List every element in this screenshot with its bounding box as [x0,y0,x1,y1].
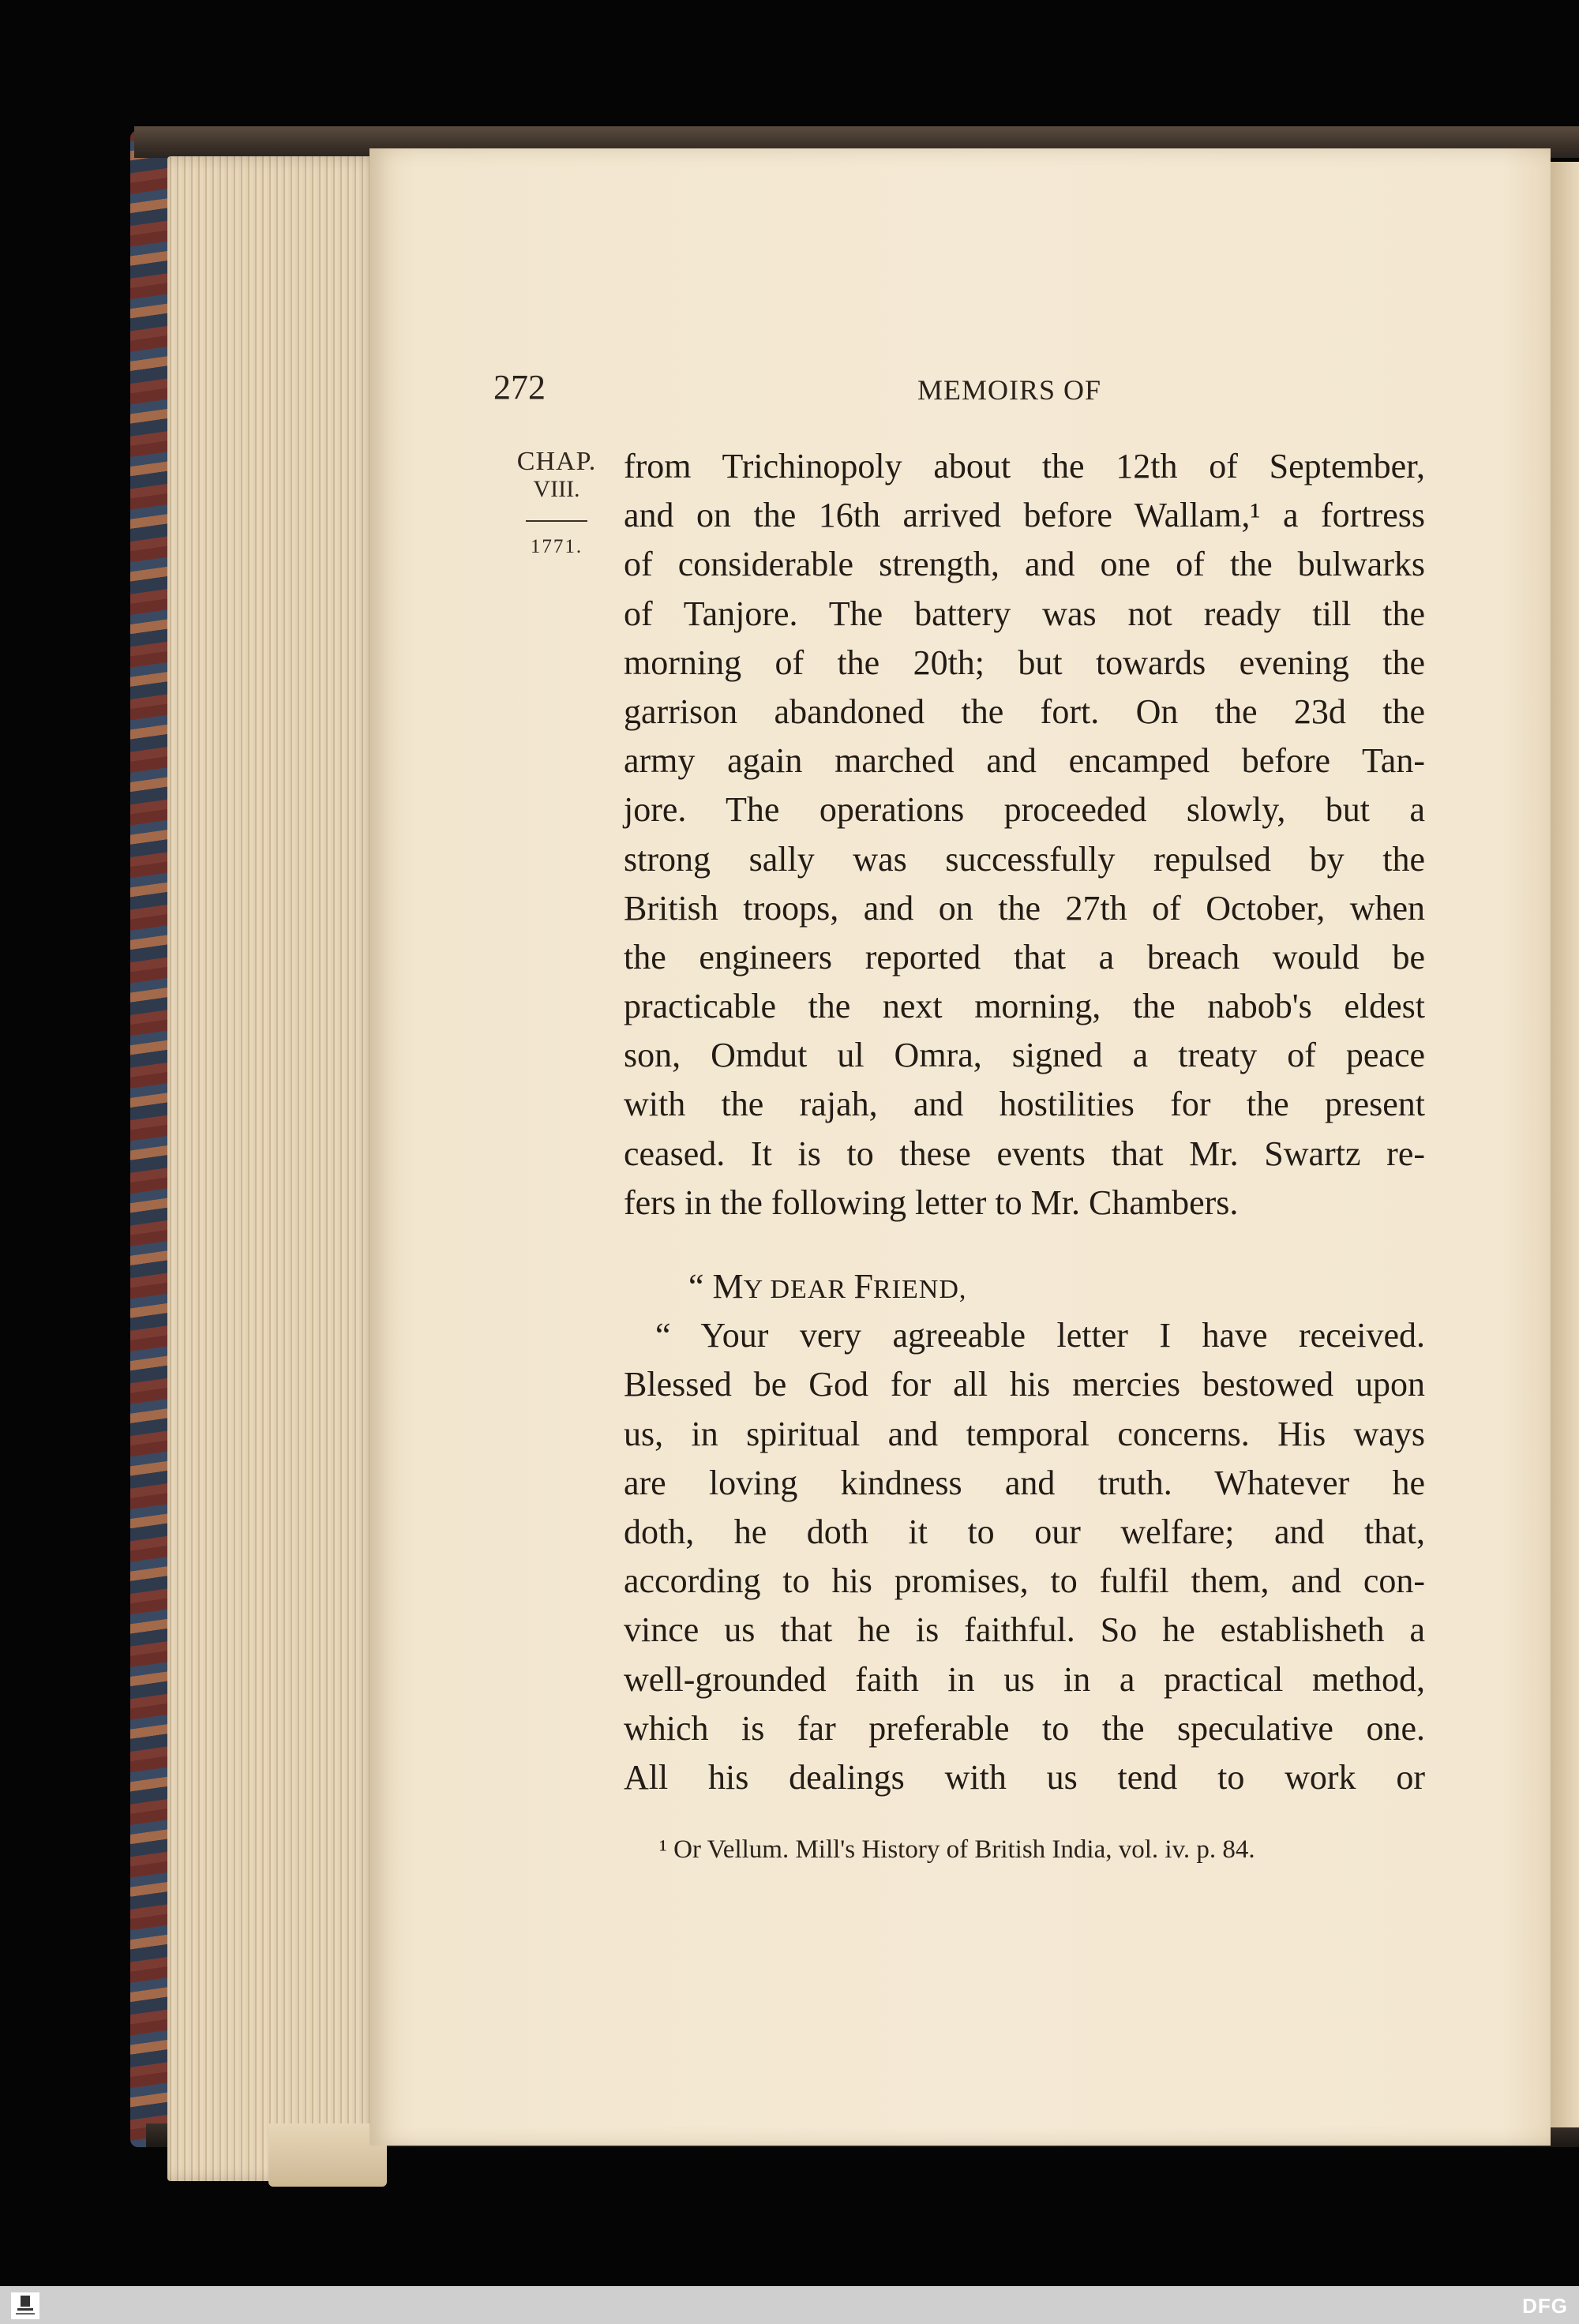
page-number: 272 [493,368,546,407]
viewer-bottom-bar [0,2286,1579,2324]
body-line: British troops, and on the 27th of October, when [624,888,1425,928]
body-line: and on the 16th arrived before Wallam,¹ a fortress [624,496,1425,535]
margin-note [509,446,604,558]
body-line: army again marched and encamped before Tan- [624,741,1425,781]
letter-line: “ Your very agreeable letter I have received. [655,1316,1425,1355]
letter-line: which is far preferable to the speculative one. [624,1708,1425,1748]
letter-line: are loving kindness and truth. Whatever he [624,1463,1425,1502]
footnote [659,1835,1417,1865]
body-line: with the rajah, and hostilities for the present [624,1085,1425,1124]
body-line: from Trichinopoly about the 12th of September, [624,447,1425,485]
letter-salutation [624,1262,1425,1311]
body-line: son, Omdut ul Omra, signed a treaty of peace [624,1036,1425,1075]
salutation-y: Y [743,1275,763,1304]
footnote-marker: ¹ [659,1835,667,1864]
page-stack [167,156,381,2181]
body-text [624,442,1425,1802]
letter-line: well-grounded faith in us in a practical method, [624,1659,1425,1699]
body-line: jore. The operations proceeded slowly, but a [624,790,1425,830]
letter-line: us, in spiritual and temporal concerns. His ways [624,1414,1425,1453]
salutation-riend: RIEND, [873,1275,967,1304]
facing-page-edge [1547,162,1579,2127]
salutation-dear: DEAR [762,1275,854,1304]
running-head-title: MEMOIRS OF [917,374,1102,406]
dfg-badge: DFG [1522,2294,1568,2318]
letter-line: All his dealings with us tend to work or [624,1757,1425,1797]
body-line: of Tanjore. The battery was not ready till the [624,594,1425,633]
body-line: the engineers reported that a breach would be [624,937,1425,976]
body-line: ceased. It is to these events that Mr. Swartz re- [624,1134,1425,1173]
body-line: strong sally was successfully repulsed by the [624,839,1425,879]
paragraph-gap [624,1228,1425,1262]
chapter-number: VIII. [533,476,580,502]
margin-rule [526,520,587,522]
letter-line: doth, he doth it to our welfare; and that, [624,1512,1425,1551]
body-line: morning of the 20th; but towards evening the [624,643,1425,682]
salutation-f: F [853,1267,873,1306]
letter-line: according to his promises, to fulfil them, and con- [624,1561,1425,1601]
letter-line: Blessed be God for all his mercies bestowed upon [624,1365,1425,1404]
salutation-open: “ M [688,1267,744,1306]
library-logo-icon [11,2292,39,2319]
margin-year: 1771. [530,536,583,557]
body-line: fers in the following letter to Mr. Chambers. [624,1183,1239,1222]
body-line: practicable the next morning, the nabob's eldest [624,987,1425,1026]
footnote-text: Or Vellum. Mill's History of British India, vol. iv. p. 84. [666,1835,1255,1864]
running-head [493,367,1427,407]
body-line: of considerable strength, and one of the bulwarks [624,545,1425,584]
chapter-label: CHAP. [516,447,597,476]
body-line: garrison abandoned the fort. On the 23d the [624,692,1425,731]
letter-line: vince us that he is faithful. So he establisheth a [624,1610,1425,1650]
